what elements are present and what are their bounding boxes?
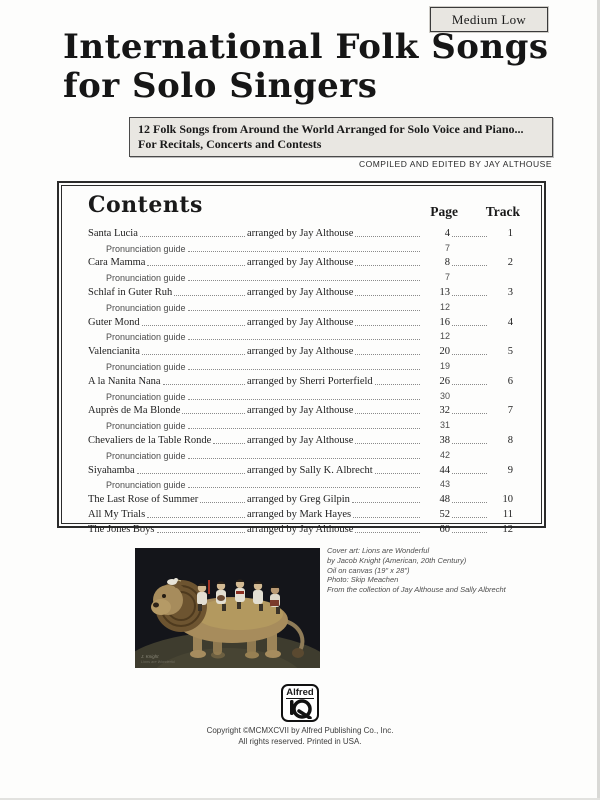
pronunciation-guide-row [88,328,543,343]
song-title: The Last Rose of Summer [88,494,199,506]
song-track-number: 1 [507,227,513,239]
dotted-leader [213,443,245,444]
cover-art-lion-painting [135,548,320,668]
song-track-number: 3 [507,286,513,298]
song-track-number: 7 [507,405,513,417]
song-page-number: 32 [439,405,450,417]
song-track-number: 4 [507,316,513,328]
song-arranger: arranged by Sherri Porterfield [247,375,373,387]
song-arranger: arranged by Jay Althouse [247,227,354,239]
dotted-leader [355,325,420,326]
song-arranger: arranged by Jay Althouse [247,434,354,446]
contents-song-row [88,224,543,239]
song-track-number: 9 [507,464,513,476]
dotted-leader [188,399,420,400]
dotted-leader [452,473,487,474]
book-title-line1: International Folk Songs [63,27,549,67]
contents-song-row [88,313,543,328]
pronunciation-guide-page-number: 7 [444,242,450,253]
pronunciation-guide-row [88,387,543,402]
dotted-leader [188,458,420,459]
song-title: Auprès de Ma Blonde [88,405,181,417]
subtitle-box [129,117,553,157]
dotted-leader [452,384,487,385]
dotted-leader [188,251,420,252]
song-page-number: 44 [439,464,450,476]
dotted-leader [355,532,420,533]
dotted-leader [452,443,487,444]
dotted-leader [142,354,245,355]
song-page-number: 16 [439,316,450,328]
song-track-number: 12 [502,523,513,535]
copyright-notice [0,726,600,747]
pronunciation-guide-row [88,298,543,313]
pronunciation-guide-page-number: 42 [439,449,450,460]
contents-song-row [88,402,543,417]
subtitle-line2: For Recitals, Concerts and Contests [138,136,322,151]
song-title: Valencianita [88,346,140,358]
dotted-leader [355,295,420,296]
dotted-leader [137,473,245,474]
song-page-number: 13 [439,286,450,298]
song-track-number: 8 [507,434,513,446]
dotted-leader [355,236,420,237]
book-title-line2: for Solo Singers [63,66,378,106]
page-column-header: Page [430,204,458,219]
pronunciation-guide-label: Pronunciation guide [106,421,186,432]
copyright-line1: Copyright ©MCMXCVII by Alfred Publishing Co., Inc. [206,726,394,735]
dotted-leader [452,517,487,518]
song-track-number: 11 [502,508,513,520]
contents-song-row [88,505,543,520]
contents-rows [88,224,543,535]
dotted-leader [142,325,245,326]
song-page-number: 48 [439,494,450,506]
dotted-leader [163,384,245,385]
caption-line: by Jacob Knight (American, 20th Century) [327,555,467,565]
pronunciation-guide-label: Pronunciation guide [106,243,186,254]
dotted-leader [352,502,420,503]
pronunciation-guide-label: Pronunciation guide [106,332,186,343]
contents-song-row [88,520,543,535]
dotted-leader [188,369,420,370]
dotted-leader [452,295,487,296]
pronunciation-guide-label: Pronunciation guide [106,273,186,284]
dotted-leader [157,532,246,533]
song-arranger: arranged by Jay Althouse [247,523,354,535]
song-arranger: arranged by Jay Althouse [247,257,354,269]
pronunciation-guide-row [88,239,543,254]
contents-song-row [88,490,543,505]
dotted-leader [355,443,420,444]
voice-range-badge-label: Medium Low [451,11,527,27]
song-title: Santa Lucia [88,227,138,239]
song-title: Schlaf in Guter Ruh [88,286,173,298]
caption-line: From the collection of Jay Althouse and Sally Albrecht [327,585,506,595]
dotted-leader [188,280,420,281]
dotted-leader [375,384,420,385]
copyright-line2: All rights reserved. Printed in USA. [238,736,362,746]
pronunciation-guide-page-number: 43 [439,479,450,490]
song-track-number: 10 [502,494,513,506]
song-title: Chevaliers de la Table Ronde [88,434,212,446]
dotted-leader [147,265,245,266]
subtitle-line1: 12 Folk Songs from Around the World Arranged for Solo Voice and Piano... [138,122,524,136]
dotted-leader [452,354,487,355]
song-arranger: arranged by Sally K. Albrecht [247,464,373,476]
pronunciation-guide-label: Pronunciation guide [106,480,186,491]
alfred-logo-mark [287,699,313,719]
pronunciation-guide-row [88,476,543,491]
song-track-number: 2 [507,257,513,269]
dotted-leader [188,339,420,340]
dotted-leader [452,265,487,266]
song-arranger: arranged by Jay Althouse [247,316,354,328]
contents-heading: Contents [88,192,203,218]
pronunciation-guide-row [88,446,543,461]
song-title: All My Trials [88,508,146,520]
svg-text:Lions are Wonderful: Lions are Wonderful [141,660,175,664]
song-page-number: 20 [439,346,450,358]
song-page-number: 26 [439,375,450,387]
book-title [63,28,583,106]
dotted-leader [452,413,487,414]
song-page-number: 52 [439,508,450,520]
contents-inner-frame [61,185,542,535]
caption-line: Cover art: Lions are Wonderful [327,546,430,555]
editor-credit: COMPILED AND EDITED BY JAY ALTHOUSE [358,159,552,169]
dotted-leader [188,487,420,488]
dotted-leader [355,354,420,355]
pronunciation-guide-page-number: 19 [439,360,450,371]
dotted-leader [355,413,420,414]
pronunciation-guide-row [88,268,543,283]
pronunciation-guide-label: Pronunciation guide [106,450,186,461]
dotted-leader [452,502,487,503]
dotted-leader [182,413,245,414]
dotted-leader [200,502,245,503]
pronunciation-guide-page-number: 30 [439,390,450,401]
song-title: Siyahamba [88,464,135,476]
caption-line: Oil on canvas (19" x 28") [327,565,410,575]
contents-song-row [88,283,543,298]
pronunciation-guide-page-number: 7 [444,272,450,283]
contents-song-row [88,461,543,476]
song-track-number: 6 [507,375,513,387]
caption-line: Photo: Skip Meachen [327,575,399,585]
song-arranger: arranged by Jay Althouse [247,286,354,298]
dotted-leader [188,428,420,429]
song-title: A la Nanita Nana [88,375,161,387]
song-track-number: 5 [507,346,513,358]
pronunciation-guide-label: Pronunciation guide [106,361,186,372]
cover-art-caption [327,546,557,595]
song-page-number: 38 [439,434,450,446]
pronunciation-guide-page-number: 12 [439,301,450,312]
pronunciation-guide-page-number: 31 [439,420,450,431]
dotted-leader [452,532,487,533]
pronunciation-guide-label: Pronunciation guide [106,391,186,402]
svg-text:J. Knight: J. Knight [141,654,159,659]
pronunciation-guide-page-number: 12 [439,331,450,342]
dotted-leader [174,295,245,296]
contents-song-row [88,372,543,387]
dotted-leader [147,517,245,518]
song-arranger: arranged by Mark Hayes [247,508,352,520]
contents-box [57,181,546,535]
contents-header [88,192,541,224]
contents-song-row [88,254,543,269]
alfred-logo-wordmark: Alfred [286,687,314,698]
dotted-leader [375,473,420,474]
dotted-leader [188,310,420,311]
alfred-publisher-logo [281,684,319,722]
track-column-header: Track [485,204,520,219]
song-title: Cara Mamma [88,257,146,269]
dotted-leader [452,236,487,237]
contents-song-row [88,431,543,446]
dotted-leader [353,517,420,518]
song-title: The Jones Boys [88,523,155,535]
dotted-leader [140,236,245,237]
song-page-number: 8 [444,257,450,269]
song-arranger: arranged by Jay Althouse [247,405,354,417]
pronunciation-guide-row [88,416,543,431]
song-arranger: arranged by Greg Gilpin [247,494,350,506]
pronunciation-guide-row [88,357,543,372]
dotted-leader [355,265,420,266]
dotted-leader [452,325,487,326]
song-page-number: 4 [444,227,450,239]
song-title: Guter Mond [88,316,140,328]
song-arranger: arranged by Jay Althouse [247,346,354,358]
song-page-number: 60 [439,523,450,535]
contents-song-row [88,342,543,357]
pronunciation-guide-label: Pronunciation guide [106,302,186,313]
